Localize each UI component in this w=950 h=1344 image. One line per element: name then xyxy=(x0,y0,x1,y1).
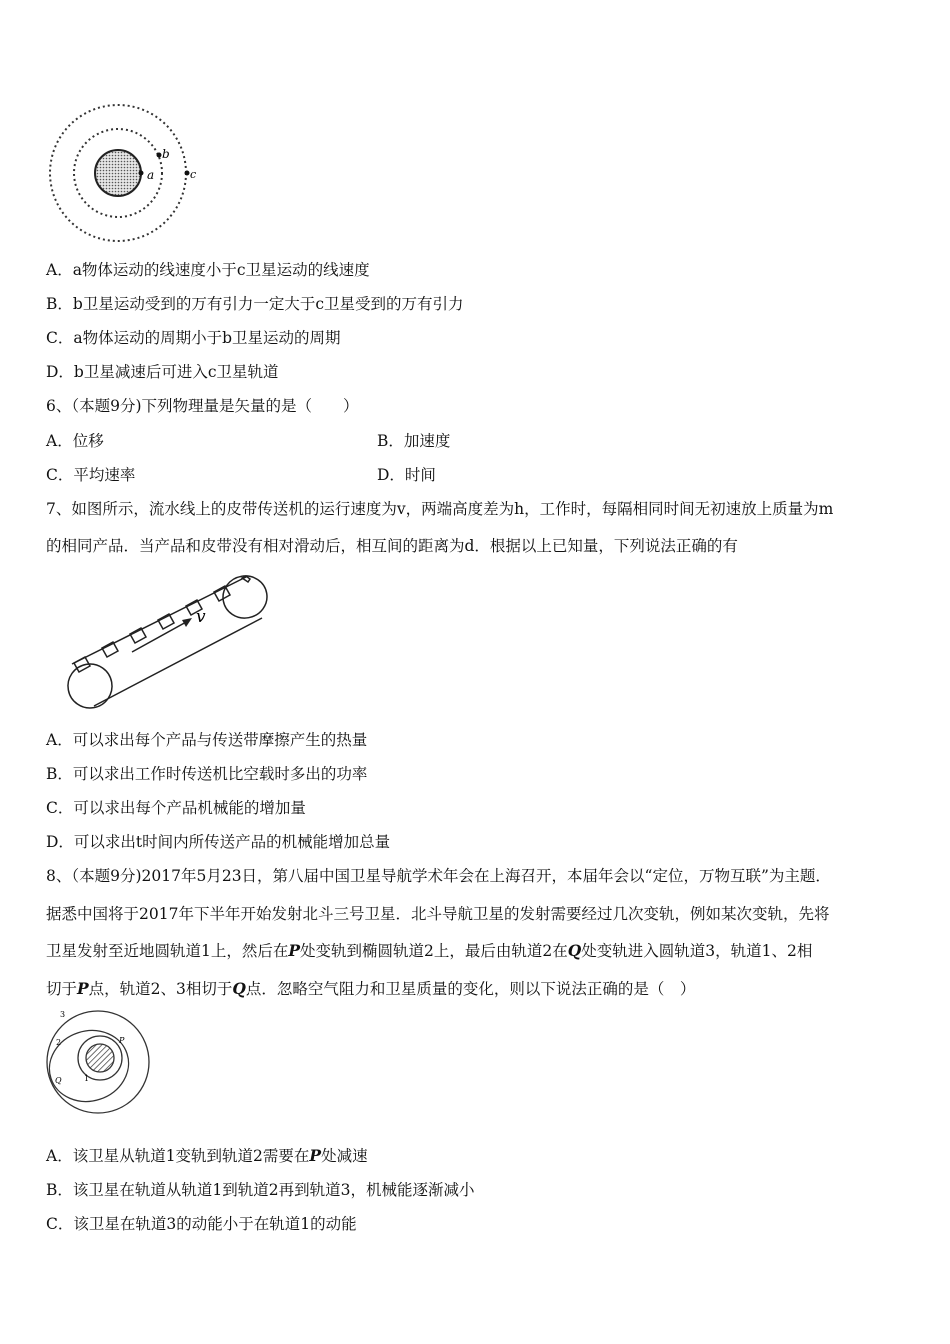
q7-option-b: B．可以求出工作时传送机比空载时多出的功率 xyxy=(46,765,368,783)
point-q: Q xyxy=(232,979,246,998)
q8-option-c: C．该卫星在轨道3的动能小于在轨道1的动能 xyxy=(46,1215,357,1233)
satellite-c-dot xyxy=(185,171,190,176)
earth-body xyxy=(86,1044,114,1072)
q8-option-a: A．该卫星从轨道1变轨到轨道2需要在P处减速 xyxy=(46,1146,368,1165)
q7-option-c: C．可以求出每个产品机械能的增加量 xyxy=(46,799,306,817)
earth-body xyxy=(95,150,141,196)
label-point-p: P xyxy=(119,1036,125,1045)
q5-option-c: C．a物体运动的周期小于b卫星运动的周期 xyxy=(46,329,341,347)
point-p: P xyxy=(77,979,89,998)
conveyor-belt-figure xyxy=(62,566,277,716)
orbit-transfer-figure xyxy=(42,1008,154,1116)
orbit-figure-abc xyxy=(48,100,208,250)
bottom-pulley xyxy=(65,661,116,712)
label-a: a xyxy=(147,168,155,182)
belt-top-edge xyxy=(72,576,248,664)
q6-stem: 6、（本题9分)下列物理量是矢量的是（ ） xyxy=(46,397,359,415)
q5-option-b: B．b卫星运动受到的万有引力一定大于c卫星受到的万有引力 xyxy=(46,295,464,313)
q6-option-d: D．时间 xyxy=(377,466,436,484)
q6-option-b: B．加速度 xyxy=(377,432,451,450)
q8-stem-line1: 8、（本题9分)2017年5月23日，第八届中国卫星导航学术年会在上海召开，本届年会以“定位，万物互联”为主题． xyxy=(46,867,831,885)
q5-option-a: A．a物体运动的线速度小于c卫星运动的线速度 xyxy=(46,261,370,279)
q6-option-c: C．平均速率 xyxy=(46,466,136,484)
object-a-dot xyxy=(139,171,144,176)
velocity-label-v: v xyxy=(196,607,206,627)
q5-option-d: D．b卫星减速后可进入c卫星轨道 xyxy=(46,363,279,381)
satellite-b-dot xyxy=(157,153,162,158)
point-p: P xyxy=(309,1146,322,1165)
label-orbit-2: 2 xyxy=(56,1038,62,1047)
q7-option-d: D．可以求出t时间内所传送产品的机械能增加总量 xyxy=(46,833,391,851)
velocity-arrow xyxy=(132,621,188,652)
label-point-q: Q xyxy=(55,1076,62,1085)
label-orbit-3: 3 xyxy=(60,1010,66,1019)
q8-stem-line4: 切于P点，轨道2、3相切于Q点．忽略空气阻力和卫星质量的变化，则以下说法正确的是（ ） xyxy=(46,979,696,998)
q8-stem-line2: 据悉中国将于2017年下半年开始发射北斗三号卫星．北斗导航卫星的发射需要经过几次变轨，例如某次变轨，先将 xyxy=(46,905,830,923)
velocity-arrowhead xyxy=(182,618,192,627)
q7-option-a: A．可以求出每个产品与传送带摩擦产生的热量 xyxy=(46,731,368,749)
label-c: c xyxy=(190,168,197,181)
q8-option-b: B．该卫星在轨道从轨道1到轨道2再到轨道3，机械能逐渐减小 xyxy=(46,1181,475,1199)
q7-stem-line2: 的相同产品．当产品和皮带没有相对滑动后，相互间的距离为d．根据以上已知量，下列说法正确的有 xyxy=(46,537,738,555)
point-q: Q xyxy=(567,941,582,960)
q7-stem-line1: 7、如图所示，流水线上的皮带传送机的运行速度为v，两端高度差为h，工作时，每隔相同时间无初速放上质量为m xyxy=(46,500,834,518)
point-p: P xyxy=(288,941,301,960)
belt-bottom-edge xyxy=(94,618,262,706)
label-orbit-1: 1 xyxy=(84,1074,90,1083)
q8-stem-line3: 卫星发射至近地圆轨道1上，然后在P处变轨到椭圆轨道2上，最后由轨道2在Q处变轨进入圆轨道3，轨道1、2相 xyxy=(46,941,813,960)
q6-option-a: A．位移 xyxy=(46,432,104,450)
label-b: b xyxy=(162,147,170,161)
